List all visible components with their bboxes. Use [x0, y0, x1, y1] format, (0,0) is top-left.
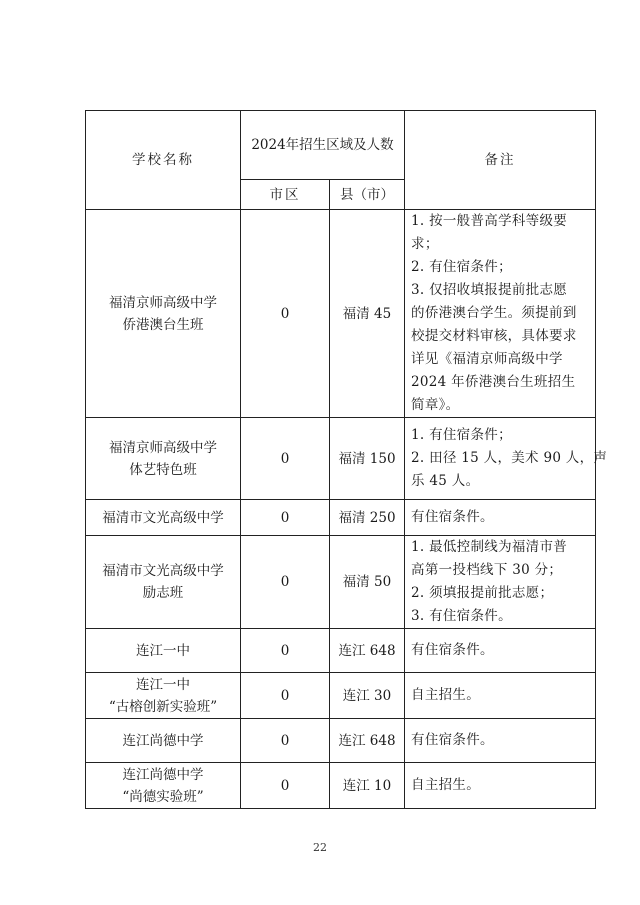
remarks-cell-line: 有住宿条件。 — [411, 732, 494, 748]
city-quota-cell: 0 — [241, 210, 330, 418]
remarks-cell-line: 2024 年侨港澳台生班招生 — [411, 374, 576, 390]
remarks-cell — [405, 536, 596, 629]
table-row — [86, 763, 596, 809]
remarks-cell — [405, 210, 596, 418]
header-remarks: 备注 — [405, 111, 596, 210]
county-quota-cell: 福清 45 — [330, 210, 405, 418]
remarks-cell — [405, 418, 608, 500]
school-name-cell-line: 连江尚德中学 — [122, 766, 204, 783]
school-name-cell-line: 连江尚德中学 — [122, 732, 204, 749]
remarks-cell-line: 有住宿条件。 — [411, 642, 494, 658]
city-quota-cell: 0 — [241, 418, 330, 500]
city-quota-cell: 0 — [241, 500, 330, 536]
header-quota-group: 2024年招生区域及人数 — [241, 111, 405, 180]
school-name-cell-line: 体艺特色班 — [129, 461, 197, 478]
header-city: 市区 — [241, 180, 330, 210]
page-number: 22 — [313, 841, 327, 854]
city-quota-cell: 0 — [241, 719, 330, 763]
table-row — [86, 673, 596, 719]
school-name-cell-line: 福清市文光高级中学 — [102, 563, 224, 579]
school-name-cell — [86, 210, 241, 418]
table-row — [86, 500, 596, 536]
remarks-cell — [405, 629, 596, 673]
remarks-cell-line: 1. 最低控制线为福清市普 — [411, 539, 568, 555]
remarks-cell — [405, 719, 596, 763]
table-row — [86, 536, 596, 629]
remarks-cell-line: 2. 田径 15 人，美术 90 人，声 — [411, 450, 608, 466]
remarks-cell-line: 3. 仅招收填报提前批志愿 — [411, 282, 568, 298]
school-name-cell — [86, 673, 241, 719]
county-quota-cell: 福清 250 — [330, 500, 405, 536]
school-name-cell-line: 励志班 — [142, 585, 184, 601]
remarks-cell-line: 2. 有住宿条件； — [411, 259, 512, 275]
remarks-cell-line: 乐 45 人。 — [411, 473, 480, 489]
remarks-cell-line: 1. 按一般普高学科等级要 — [411, 213, 568, 229]
county-quota-cell: 福清 50 — [330, 536, 405, 629]
header-row-top — [86, 111, 596, 180]
county-quota-cell: 福清 150 — [330, 418, 405, 500]
table-row — [86, 210, 596, 418]
remarks-cell — [405, 500, 596, 536]
school-name-cell — [86, 500, 241, 536]
school-name-cell — [86, 418, 241, 500]
city-quota-cell: 0 — [241, 763, 330, 809]
city-quota-cell: 0 — [241, 536, 330, 629]
school-name-cell — [86, 536, 241, 629]
table-row — [86, 629, 596, 673]
county-quota-cell: 连江 648 — [330, 719, 405, 763]
remarks-cell-line: 简章》。 — [411, 397, 460, 413]
city-quota-cell: 0 — [241, 629, 330, 673]
table-body — [86, 111, 608, 809]
remarks-cell-line: 有住宿条件。 — [411, 509, 494, 525]
county-quota-cell: 连江 10 — [330, 763, 405, 809]
school-name-cell-line: 侨港澳台生班 — [122, 316, 204, 333]
table-row — [86, 719, 596, 763]
header-county: 县（市） — [330, 180, 405, 210]
remarks-cell-line: 高第一投档线下 30 分； — [411, 562, 563, 578]
remarks-cell-line: 2. 须填报提前批志愿； — [411, 585, 554, 601]
county-quota-cell: 连江 648 — [330, 629, 405, 673]
remarks-cell — [405, 673, 596, 719]
table-row — [86, 418, 596, 500]
remarks-cell-line: 自主招生。 — [411, 777, 481, 793]
school-name-cell-line: 连江一中 — [136, 676, 190, 693]
remarks-cell-line: 1. 有住宿条件； — [411, 427, 512, 443]
school-name-cell-line: “古榕创新实验班” — [108, 698, 218, 715]
school-name-cell-line: 福清市文光高级中学 — [102, 509, 224, 526]
school-name-cell-line: 连江一中 — [136, 642, 190, 659]
remarks-cell-line: 求； — [411, 236, 439, 252]
remarks-cell-line: 详见《福清京师高级中学 — [411, 351, 563, 367]
remarks-cell-line: 的侨港澳台学生。须提前到 — [411, 305, 577, 321]
city-quota-cell: 0 — [241, 673, 330, 719]
header-school-name: 学校名称 — [86, 111, 241, 210]
remarks-cell-line: 校提交材料审核，具体要求 — [411, 328, 577, 344]
school-name-cell — [86, 763, 241, 809]
school-name-cell — [86, 629, 241, 673]
school-name-cell-line: “尚德实验班” — [122, 788, 204, 805]
county-quota-cell: 连江 30 — [330, 673, 405, 719]
enrollment-table — [85, 110, 608, 809]
school-name-cell-line: 福清京师高级中学 — [109, 294, 217, 311]
remarks-cell — [405, 763, 596, 809]
remarks-cell-line: 自主招生。 — [411, 687, 481, 703]
school-name-cell — [86, 719, 241, 763]
school-name-cell-line: 福清京师高级中学 — [109, 439, 217, 456]
remarks-cell-line: 3. 有住宿条件。 — [411, 608, 512, 624]
